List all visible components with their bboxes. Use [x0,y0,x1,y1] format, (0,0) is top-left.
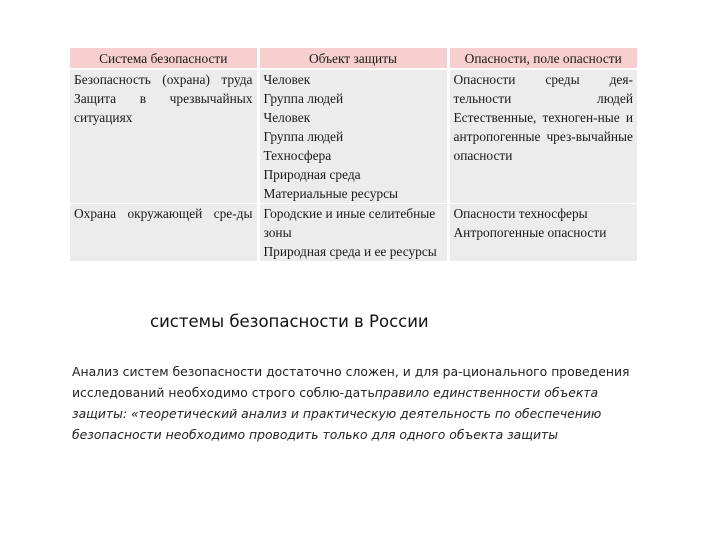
cell-text: Природная среда и ее ресурсы [263,244,437,259]
cell-hazards [448,204,637,262]
paragraph-text: Анализ систем безопасности достаточно сложен, и для ра-ционального проведения исследований необходимо строго соблю-дать [72,364,630,400]
cell-text: Человек [263,72,311,87]
body-paragraph [72,361,647,445]
cell-text: Техносфера [263,148,332,163]
security-systems-table [70,48,637,261]
cell-text: Группа людей [263,129,344,144]
cell-text: Антропогенные опасности [453,225,607,240]
cell-hazards [448,69,637,204]
header-security-system: Система безопасности [70,48,258,69]
table-caption: системы безопасности в России [150,312,429,331]
cell-text: Городские и иные селитебные зоны [263,206,436,240]
cell-text: Человек [263,110,311,125]
paragraph-italic-text: правило единственности объекта защиты: «теоретический анализ и практическую деятельность по обеспечению безопасности необходимо проводить только для одного объекта защиты [72,385,602,442]
table-row [70,69,637,204]
cell-system [70,204,258,262]
cell-text: Защита в чрезвычайных ситуациях [74,91,253,125]
cell-objects [258,69,448,204]
cell-text: Опасности техносферы [453,206,588,221]
cell-objects [258,204,448,262]
table-row [70,204,637,262]
cell-text: Группа людей [263,91,344,106]
cell-text: Охрана окружающей сре-ды [74,206,253,221]
cell-text: Природная среда [263,167,361,182]
cell-text: Материальные ресурсы [263,186,399,201]
cell-text: Безопасность (охрана) труда [74,72,253,87]
cell-system [70,69,258,204]
cell-text: Опасности среды дея-тельности людей [453,72,633,106]
table-header-row [70,48,637,69]
header-hazards: Опасности, поле опасности [448,48,637,69]
header-protection-object: Объект защиты [258,48,448,69]
cell-text: Естественные, техноген-ные и антропогенные чрез-вычайные опасности [453,110,633,163]
